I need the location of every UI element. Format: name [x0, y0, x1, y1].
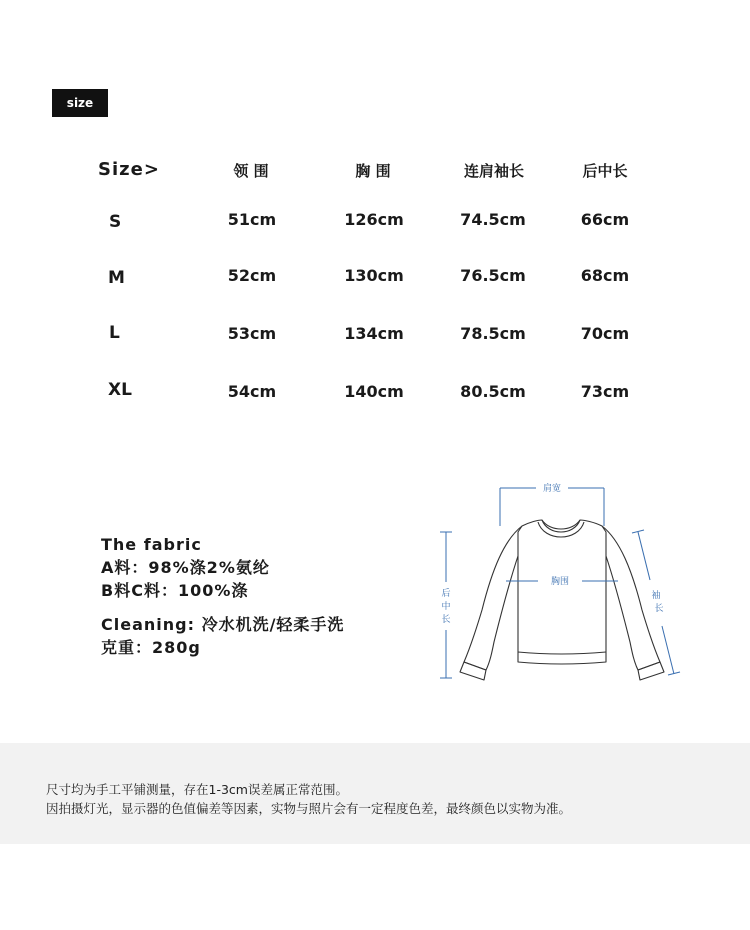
cell-sleeve-length: 76.5cm — [460, 266, 526, 285]
shoulder-label: 肩宽 — [542, 484, 562, 494]
fabric-a: A料：98%涤2%氨纶 — [101, 558, 270, 577]
row-size-label: XL — [108, 380, 132, 400]
sleeve-label-2: 长 — [654, 604, 664, 614]
header-sleeve-length: 连肩袖长 — [463, 162, 525, 180]
cell-sleeve-length: 80.5cm — [460, 382, 526, 401]
cell-sleeve-length: 74.5cm — [460, 210, 526, 229]
cell-chest: 130cm — [344, 266, 404, 285]
cell-chest: 134cm — [344, 324, 404, 343]
row-size-label: L — [109, 323, 120, 343]
header-neck: 领 围 — [233, 162, 269, 180]
length-label-3: 长 — [441, 615, 451, 625]
cell-neck: 51cm — [227, 210, 277, 229]
footer-line-1: 尺寸均为手工平铺测量，存在1-3cm误差属正常范围。 — [46, 782, 348, 797]
fabric-title: The fabric — [101, 535, 202, 554]
footer-note — [0, 743, 750, 844]
weight-info: 克重：280g — [101, 638, 201, 657]
chest-label: 胸围 — [550, 577, 570, 587]
cell-back-length: 68cm — [580, 266, 630, 285]
size-table — [0, 0, 750, 420]
cleaning-info: Cleaning: 冷水机洗/轻柔手洗 — [101, 615, 345, 634]
header-size: Size> — [98, 159, 160, 180]
cell-back-length: 73cm — [580, 382, 630, 401]
measure-labels — [441, 482, 663, 625]
cell-back-length: 66cm — [580, 210, 630, 229]
cell-back-length: 70cm — [580, 324, 630, 343]
fabric-info — [101, 533, 344, 659]
row-size-label: M — [108, 268, 125, 288]
fabric-bc: B料C料：100%涤 — [101, 581, 249, 600]
sweatshirt-outline — [460, 519, 664, 680]
sleeve-label-1: 袖 — [651, 591, 661, 601]
cell-neck: 53cm — [227, 324, 277, 343]
cell-sleeve-length: 78.5cm — [460, 324, 526, 343]
cell-neck: 52cm — [227, 266, 277, 285]
header-back-length: 后中长 — [582, 162, 628, 180]
header-chest: 胸 围 — [355, 162, 391, 180]
footer-line-2: 因拍摄灯光，显示器的色值偏差等因素，实物与照片会有一定程度色差，最终颜色以实物为准。 — [46, 801, 572, 816]
size-tag: size — [52, 89, 108, 117]
cell-chest: 126cm — [344, 210, 404, 229]
row-size-label: S — [109, 212, 122, 232]
length-label-1: 后 — [441, 589, 451, 599]
cell-neck: 54cm — [227, 382, 277, 401]
length-label-2: 中 — [441, 602, 451, 612]
cell-chest: 140cm — [344, 382, 404, 401]
sweatshirt-diagram — [430, 470, 750, 700]
